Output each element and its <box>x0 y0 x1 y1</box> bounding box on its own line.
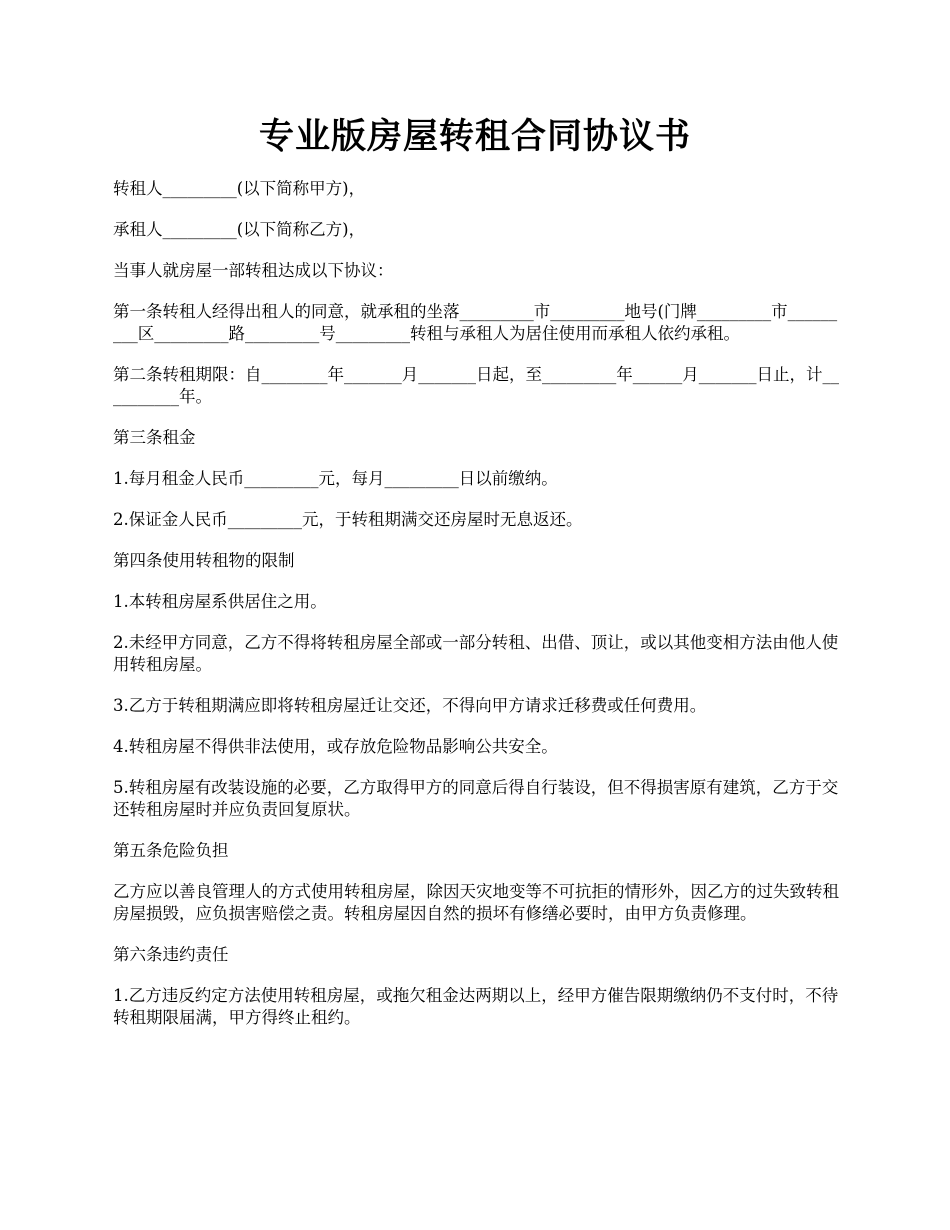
paragraph-usage-5: 5.转租房屋有改装设施的必要，乙方取得甲方的同意后得自行装设，但不得损害原有建筑，乙方于交还转租房屋时并应负责回复原状。 <box>113 778 839 819</box>
document-body <box>113 178 841 1048</box>
paragraph-sublessor: 转租人_________(以下简称甲方)， <box>113 179 366 198</box>
paragraph-usage-4: 4.转租房屋不得供非法使用，或存放危险物品影响公共安全。 <box>113 737 558 756</box>
heading-article-6: 第六条违约责任 <box>113 945 229 964</box>
paragraph-agreement-intro: 当事人就房屋一部转租达成以下协议： <box>113 261 394 280</box>
document-title: 专业版房屋转租合同协议书 <box>258 116 691 157</box>
paragraph-sublessee: 承租人_________(以下简称乙方)， <box>113 220 366 239</box>
heading-article-3: 第三条租金 <box>113 428 196 447</box>
paragraph-article-2: 第二条转租期限：自________年_______月_______日起，至_________年______月_______日止，计__________年。 <box>113 365 839 406</box>
paragraph-usage-2: 2.未经甲方同意，乙方不得将转租房屋全部或一部分转租、出借、顶让，或以其他变相方法由他人使用转租房屋。 <box>113 633 839 674</box>
paragraph-usage-3: 3.乙方于转租期满应即将转租房屋迁让交还，不得向甲方请求迁移费或任何费用。 <box>113 696 707 715</box>
paragraph-breach-1: 1.乙方违反约定方法使用转租房屋，或拖欠租金达两期以上，经甲方催告限期缴纳仍不支付时，不待转租期限届满，甲方得终止租约。 <box>113 986 839 1027</box>
paragraph-deposit: 2.保证金人民币_________元，于转租期满交还房屋时无息返还。 <box>113 510 583 529</box>
paragraph-article-1: 第一条转租人经得出租人的同意，就承租的坐落_________市_________地号(门牌_________市_________区_________路_________号_________转租与承租人为居住使用而承租人依约承租。 <box>113 302 838 343</box>
paragraph-rent: 1.每月租金人民币_________元，每月_________日以前缴纳。 <box>113 469 558 488</box>
heading-article-4: 第四条使用转租物的限制 <box>113 551 295 570</box>
paragraph-risk: 乙方应以善良管理人的方式使用转租房屋，除因天灾地变等不可抗拒的情形外，因乙方的过失致转租房屋损毁，应负损害赔偿之责。转租房屋因自然的损坏有修缮必要时，由甲方负责修理。 <box>113 882 839 923</box>
heading-article-5: 第五条危险负担 <box>113 841 229 860</box>
paragraph-usage-1: 1.本转租房屋系供居住之用。 <box>113 592 327 611</box>
